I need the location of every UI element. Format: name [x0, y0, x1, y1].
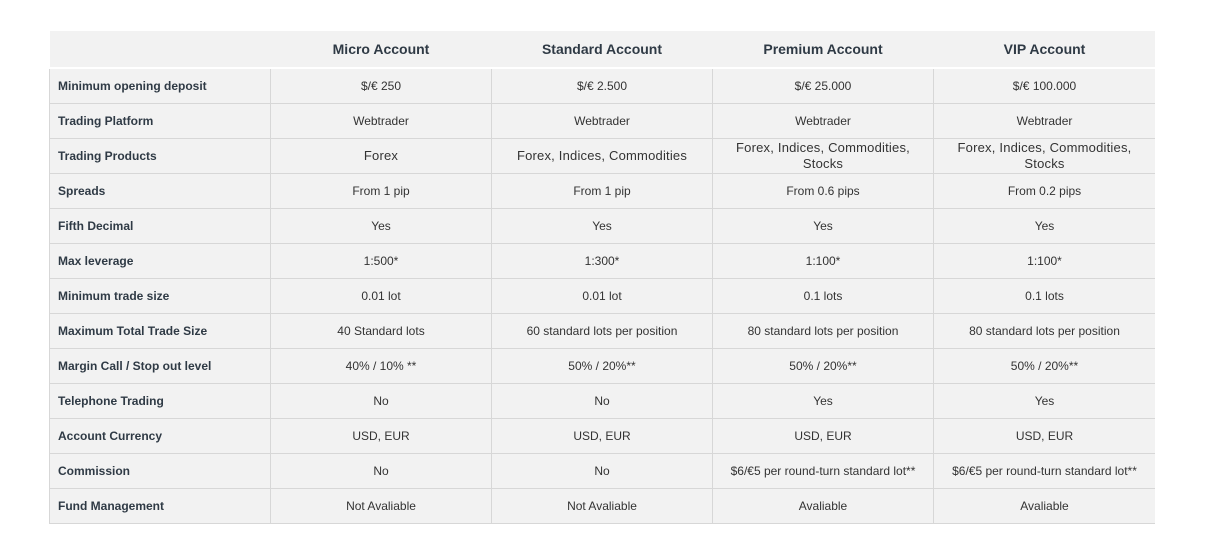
table-cell: 1:100*	[934, 243, 1156, 278]
table-row	[50, 418, 1156, 453]
row-label: Commission	[50, 453, 271, 488]
header-micro-account: Micro Account	[271, 31, 492, 68]
table-cell: 0.01 lot	[492, 278, 713, 313]
table-cell: No	[271, 453, 492, 488]
table-cell: $/€ 2.500	[492, 68, 713, 103]
table-cell: Forex, Indices, Commodities	[492, 138, 713, 173]
table-cell: From 0.6 pips	[713, 173, 934, 208]
table-cell: Yes	[713, 208, 934, 243]
table-cell: USD, EUR	[934, 418, 1156, 453]
table-cell: USD, EUR	[492, 418, 713, 453]
table-cell: No	[271, 383, 492, 418]
table-cell: 0.1 lots	[934, 278, 1156, 313]
row-label: Trading Products	[50, 138, 271, 173]
table-cell: USD, EUR	[713, 418, 934, 453]
table-cell: From 1 pip	[271, 173, 492, 208]
table-cell: 1:100*	[713, 243, 934, 278]
table-row	[50, 68, 1156, 103]
table-cell: From 1 pip	[492, 173, 713, 208]
header-premium-account: Premium Account	[713, 31, 934, 68]
table-cell: Yes	[934, 208, 1156, 243]
row-label: Minimum opening deposit	[50, 68, 271, 103]
table-cell: 50% / 20%**	[713, 348, 934, 383]
row-label: Margin Call / Stop out level	[50, 348, 271, 383]
table-row	[50, 208, 1156, 243]
row-label: Maximum Total Trade Size	[50, 313, 271, 348]
table-cell: $6/€5 per round-turn standard lot**	[934, 453, 1156, 488]
account-comparison-container	[49, 31, 1155, 533]
header-vip-account: VIP Account	[934, 31, 1156, 68]
table-cell: 40 Standard lots	[271, 313, 492, 348]
account-comparison-table	[49, 31, 1155, 524]
table-row	[50, 103, 1156, 138]
row-label: Trading Platform	[50, 103, 271, 138]
table-cell: 80 standard lots per position	[713, 313, 934, 348]
table-cell: $/€ 250	[271, 68, 492, 103]
table-cell: Forex	[271, 138, 492, 173]
table-cell: Forex, Indices, Commodities, Stocks	[713, 138, 934, 173]
header-row	[50, 31, 1156, 68]
table-cell: Webtrader	[934, 103, 1156, 138]
table-cell: 60 standard lots per position	[492, 313, 713, 348]
table-cell: Webtrader	[713, 103, 934, 138]
table-cell: Avaliable	[934, 488, 1156, 523]
table-cell: Not Avaliable	[271, 488, 492, 523]
table-cell: Yes	[271, 208, 492, 243]
table-row	[50, 383, 1156, 418]
table-cell: 0.1 lots	[713, 278, 934, 313]
table-cell: From 0.2 pips	[934, 173, 1156, 208]
header-standard-account: Standard Account	[492, 31, 713, 68]
table-cell: 40% / 10% **	[271, 348, 492, 383]
table-cell: Avaliable	[713, 488, 934, 523]
header-empty-cell	[50, 31, 271, 68]
table-cell: Yes	[713, 383, 934, 418]
table-cell: No	[492, 383, 713, 418]
table-cell: No	[492, 453, 713, 488]
table-cell: 0.01 lot	[271, 278, 492, 313]
table-cell: Yes	[492, 208, 713, 243]
row-label: Telephone Trading	[50, 383, 271, 418]
table-row	[50, 453, 1156, 488]
table-cell: $/€ 25.000	[713, 68, 934, 103]
table-row	[50, 278, 1156, 313]
row-label: Minimum trade size	[50, 278, 271, 313]
table-row	[50, 313, 1156, 348]
table-cell: USD, EUR	[271, 418, 492, 453]
table-cell: Not Avaliable	[492, 488, 713, 523]
table-cell: Webtrader	[271, 103, 492, 138]
table-row	[50, 488, 1156, 523]
row-label: Max leverage	[50, 243, 271, 278]
table-cell: 50% / 20%**	[934, 348, 1156, 383]
table-cell: $/€ 100.000	[934, 68, 1156, 103]
table-row	[50, 138, 1156, 173]
table-cell: 1:300*	[492, 243, 713, 278]
row-label: Fund Management	[50, 488, 271, 523]
table-cell: Forex, Indices, Commodities, Stocks	[934, 138, 1156, 173]
table-row	[50, 173, 1156, 208]
table-row	[50, 243, 1156, 278]
table-cell: 1:500*	[271, 243, 492, 278]
table-cell: $6/€5 per round-turn standard lot**	[713, 453, 934, 488]
row-label: Account Currency	[50, 418, 271, 453]
row-label: Fifth Decimal	[50, 208, 271, 243]
table-cell: Webtrader	[492, 103, 713, 138]
table-cell: 50% / 20%**	[492, 348, 713, 383]
table-row	[50, 348, 1156, 383]
table-cell: Yes	[934, 383, 1156, 418]
row-label: Spreads	[50, 173, 271, 208]
table-cell: 80 standard lots per position	[934, 313, 1156, 348]
